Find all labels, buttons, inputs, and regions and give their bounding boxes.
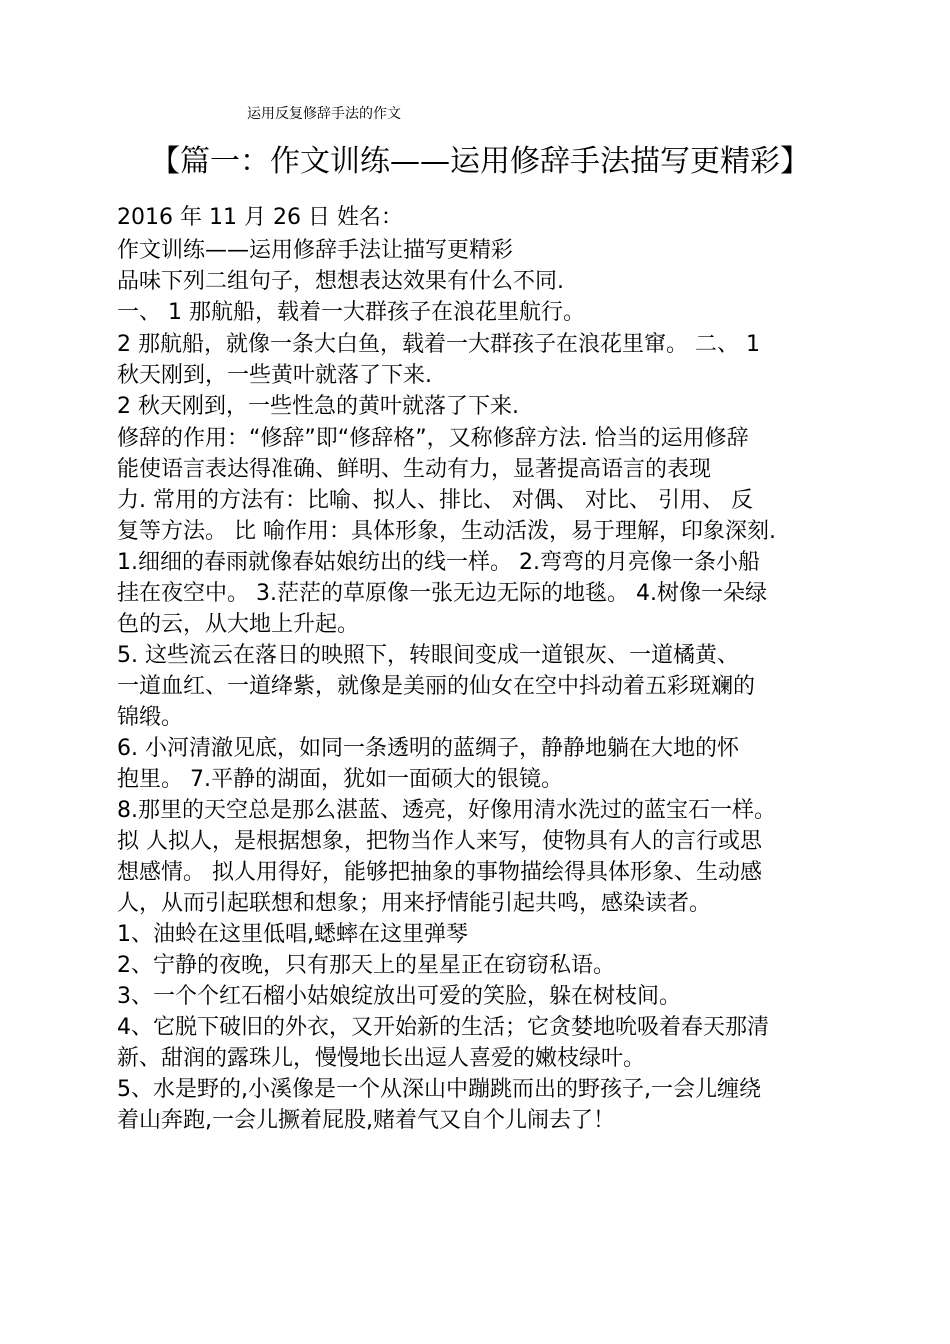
body-line: 修辞的作用：“修辞”即“修辞格”，又称修辞方法. 恰当的运用修辞 [117,426,749,451]
body-line: 2 那航船，就像一条大白鱼，载着一大群孩子在浪花里窜。 二、 1 [117,332,760,357]
document-title: 【篇一：作文训练——运用修辞手法描写更精彩】 [150,144,810,179]
body-line: 抱里。 7.平静的湖面，犹如一面硕大的银镜。 [117,767,563,792]
body-line: 新、甜润的露珠儿，慢慢地长出逗人喜爱的嫩枝绿叶。 [117,1046,646,1071]
body-line: 5. 这些流云在落日的映照下，转眼间变成一道银灰、一道橘黄、 [117,643,739,668]
body-line: 4、它脱下破旧的外衣，又开始新的生活；它贪婪地吮吸着春天那清 [117,1015,769,1040]
body-line: 3、一个个红石榴小姑娘绽放出可爱的笑脸，躲在树枝间。 [117,984,681,1009]
body-line: 挂在夜空中。 3.茫茫的草原像一张无边无际的地毯。 4.树像一朵绿 [117,581,767,606]
body-line: 一道血红、一道绛紫，就像是美丽的仙女在空中抖动着五彩斑斓的 [117,674,756,699]
body-line: 人，从而引起联想和想象；用来抒情能引起共鸣，感染读者。 [117,891,712,916]
body-line: 锦缎。 [117,705,184,730]
body-line: 复等方法。 比 喻作用：具体形象，生动活泼，易于理解，印象深刻. [117,519,776,544]
body-line: 1.细细的春雨就像春姑娘纺出的线一样。 2.弯弯的月亮像一条小船 [117,550,760,575]
body-line: 秋天刚到，一些黄叶就落了下来. [117,363,432,388]
body-line: 力. 常用的方法有：比喻、拟人、排比、 对偶、 对比、 引用、 反 [117,488,753,513]
body-line: 2 秋天刚到，一些性急的黄叶就落了下来. [117,394,519,419]
body-line: 色的云，从大地上升起。 [117,612,360,637]
body-line: 6. 小河清澈见底，如同一条透明的蓝绸子，静静地躺在大地的怀 [117,736,739,761]
body-line: 品味下列二组句子，想想表达效果有什么不同. [117,269,564,294]
body-line: 8.那里的天空总是那么湛蓝、透亮，好像用清水洗过的蓝宝石一样。 [117,798,776,823]
body-line: 2016 年 11 月 26 日 姓名： [117,205,403,230]
body-line: 作文训练——运用修辞手法让描写更精彩 [117,238,514,263]
body-line: 1、油蛉在这里低唱,蟋蟀在这里弹琴 [117,922,468,947]
body-line: 2、宁静的夜晚，只有那天上的星星正在窃窃私语。 [117,953,615,978]
body-line: 着山奔跑,一会儿撅着屁股,赌着气又自个儿闹去了！ [117,1108,615,1133]
body-line: 拟 人拟人，是根据想象，把物当作人来写，使物具有人的言行或思 [117,829,762,854]
body-line: 5、水是野的,小溪像是一个从深山中蹦跳而出的野孩子,一会儿缠绕 [117,1077,761,1102]
header-note: 运用反复修辞手法的作文 [247,106,401,122]
body-line: 一、 1 那航船，载着一大群孩子在浪花里航行。 [117,300,585,325]
body-line: 能使语言表达得准确、鲜明、生动有力，显著提高语言的表现 [117,457,712,482]
body-line: 想感情。 拟人用得好，能够把抽象的事物描绘得具体形象、生动感 [117,860,762,885]
